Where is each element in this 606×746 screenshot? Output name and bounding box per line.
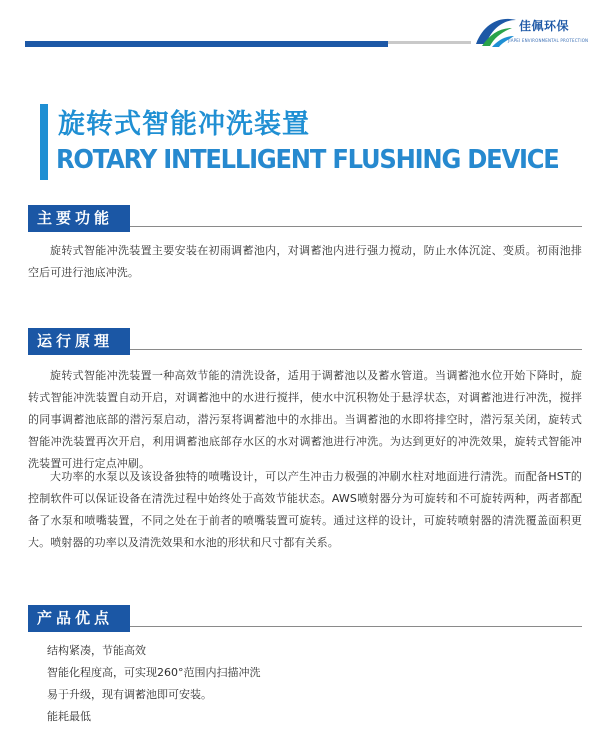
section-divider [130,626,582,627]
title-accent-bar [40,104,48,180]
principle-paragraph-1: 旋转式智能冲洗装置一种高效节能的清洗设备，适用于调蓄池以及蓄水管道。当调蓄池水位开始下降时，旋转式智能冲洗装置自动开启，对调蓄池中的水进行搅拌，使水中沉积物处于悬浮状态，对调蓄池进行冲洗，搅拌的同事调蓄池底部的潜污泵启动，潜污泵将调蓄池中的水排出。当调蓄池的水即将排空时，潜污泵关闭，旋转式智能冲洗装置再次开启，利用调蓄池底部存水区的水对调蓄池进行冲洗。为达到更好的冲洗效果，旋转式智能冲洗装置可进行定点冲刷。 [28,369,582,470]
principle-paragraph-2: 大功率的水泵以及该设备独特的喷嘴设计，可以产生冲击力极强的冲刷水柱对地面进行清洗。而配备HST的控制软件可以保证设备在清洗过程中始终处于高效节能状态。AWS喷射器分为可旋转和不可旋转两种，两者都配备了水泵和喷嘴装置，不同之处在于前者的喷嘴装置可旋转。通过这样的设计，可旋转喷射器的清洗覆盖面积更大。喷射器的功率以及清洗效果和水池的形状和尺寸都有关系。 [28,470,582,549]
section-divider [130,226,582,227]
brand-subtitle: JIAPEI ENVIRONMENTAL PROTECTION [508,38,589,43]
section-heading-principle: 运行原理 [28,328,130,355]
section-heading-advantages: 产品优点 [28,605,130,632]
header-rule-blue [25,41,88,47]
brand-name: 佳佩环保 [519,19,570,33]
function-paragraph: 旋转式智能冲洗装置主要安装在初雨调蓄池内，对调蓄池内进行强力搅动，防止水体沉淀、变质。初雨池排空后可进行池底冲洗。 [28,244,582,279]
header-rule-blue-long [88,41,388,47]
page-title-en: ROTARY INTELLIGENT FLUSHING DEVICE [56,145,559,175]
section-divider [130,349,582,350]
section-heading-function: 主要功能 [28,205,130,232]
advantage-item: 智能化程度高，可实现260°范围内扫描冲洗 [47,666,261,679]
advantage-item: 结构紧凑，节能高效 [47,644,146,657]
advantage-item: 能耗最低 [47,710,91,723]
page-title-cn: 旋转式智能冲洗装置 [58,109,310,140]
advantage-item: 易于升级，现有调蓄池即可安装。 [47,688,212,701]
